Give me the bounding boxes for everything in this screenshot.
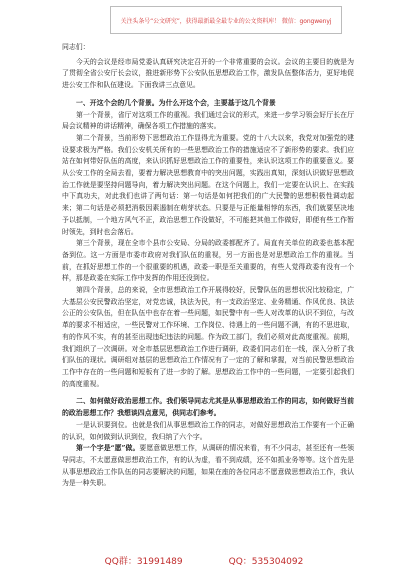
document-body [62, 42, 354, 490]
section2-paragraph-2 [62, 443, 354, 490]
section-heading-2: 二、如何做好政治思想工作。我们领导同志尤其是从事思想政治工作的同志，如何做好当前的政治思想工作？我想谈四点意见，供同志们参考。 [62, 397, 354, 418]
footer-qq: QQ：535304092 [228, 557, 304, 567]
section2-paragraph-1: 一是认识要到位。也就是我们从事思想政治工作的同志，对做好思想政治工作要有一个正确的认识，如何做到认识到位，我归纳了六个字。 [62, 420, 354, 441]
intro-paragraph: 今天的会议是经市局党委认真研究决定召开的一个非常重要的会议。会议的主要目的就是为了贯彻全省公安厅长会议，推进新形势下公安队伍思想政治工作，激发队伍整体活力，更好地促进公安工作和队伍建设。下面我讲三点意见。 [62, 57, 354, 90]
section2-paragraph-2-lead: 第一个字是“愿”做。 [76, 444, 140, 453]
section-heading-1: 一、开这个会的几个背景。为什么开这个会，主要基于这几个背景 [76, 98, 276, 107]
footer-qq-group: QQ群：31991489 [104, 557, 183, 567]
background-paragraph-2: 第二个背景，当前形势下思想政治工作显得尤为重要。党的十八大以来，我党对加强党的建设要求极为严格。我们公安机关所有的一些思想政治工作的措施适应不了新形势的要求。我们应站在如何带好队伍的高度，来认识抓好思想政治工作的重要性，来认识这项工作的重要意义。要从公安工作的全局去看，要着力解决思想教育中的突出问题，实践出真知，深刻认识做好思想政治工作就是要坚持问题导向，着力解决突出问题。在这个问题上，我们一定要在认识上、在实践中下真功夫，对此我们也讲了两句话：第一句话是如何把我们的广大民警的思想积极性调动起来；第二句话是必须把消极因素遏制在萌芽状态。只要是与正能量相悖的东西，我们就要坚决地予以抵制，一个地方风气不正，政治思想工作没做好，不可能把其他工作做好，即便有些工作暂时领先，到时也会落后。 [62, 133, 354, 236]
background-paragraph-1: 第一个背景，省厅对这项工作的重视。我们通过会议的形式，来进一步学习领会好厅长在厅局会议精神的讲话精神，确保各项工作措施的落实。 [62, 110, 354, 131]
salutation: 同志们： [62, 43, 90, 51]
footer-contacts [0, 554, 408, 570]
promo-banner [110, 6, 342, 34]
promo-banner-text: 关注头条号“公文研究”，获得最新最全最专业的公文资料库！ 微信：gongwenyj [120, 17, 332, 25]
background-paragraph-4: 第四个背景，总的来说，全市思想政治工作开展得较好，民警队伍的思想状况比较稳定，广大基层公安民警政治坚定，对党忠诚，执法为民，有一支政治坚定、业务精通、作风优良、执法公正的公安队伍，但在队伍中也存在着一些问题，如民警中有一些人对改革的认识不到位，与改革的要求不相适应，一些民警对工作环境、工作岗位、待遇上的一些问题不满，有的不思进取，有的作风不实，有的甚至出现违纪违法的问题。作为政工部门，我们必须对此高度重视。前期，我们组织了一次调研。对全市基层思想政治工作进行调研，政委们同志们在一线，深入分析了我们队伍的现状。调研组对基层的思想政治工作情况有了一定的了解和掌握，对当前民警思想政治工作中存在的一些问题和短板有了进一步的了解。思想政治工作中的一些问题，一定要引起我们的高度重视。 [62, 286, 354, 388]
background-paragraph-3: 第三个背景，现在全市个县市公安局、分局的政委都配齐了。局直有关单位的政委也基本配备到位。这一方面是市委市政府对我们队伍的重视，另一方面也是对思想政治工作的重视。当前，在抓好思想工作的一个很重要的机遇，政委一职是至关重要的，有些人觉得政委有没有一个样，那是政委在实际工作中发挥的作用还没到位。 [62, 239, 354, 283]
section2-paragraph-2-body: 要愿意做思想工作，从调研的情况来看，有不少同志，甚至还有一些领导同志，不太愿意做思想政治工作，有的认为虚，看不到成绩，还不如抓业务等等。这个首先是从事思想政治工作队伍的同志要解决的问题，如果在座的各位同志不愿意做思想政治工作，我认为是一种失职。 [62, 444, 354, 488]
